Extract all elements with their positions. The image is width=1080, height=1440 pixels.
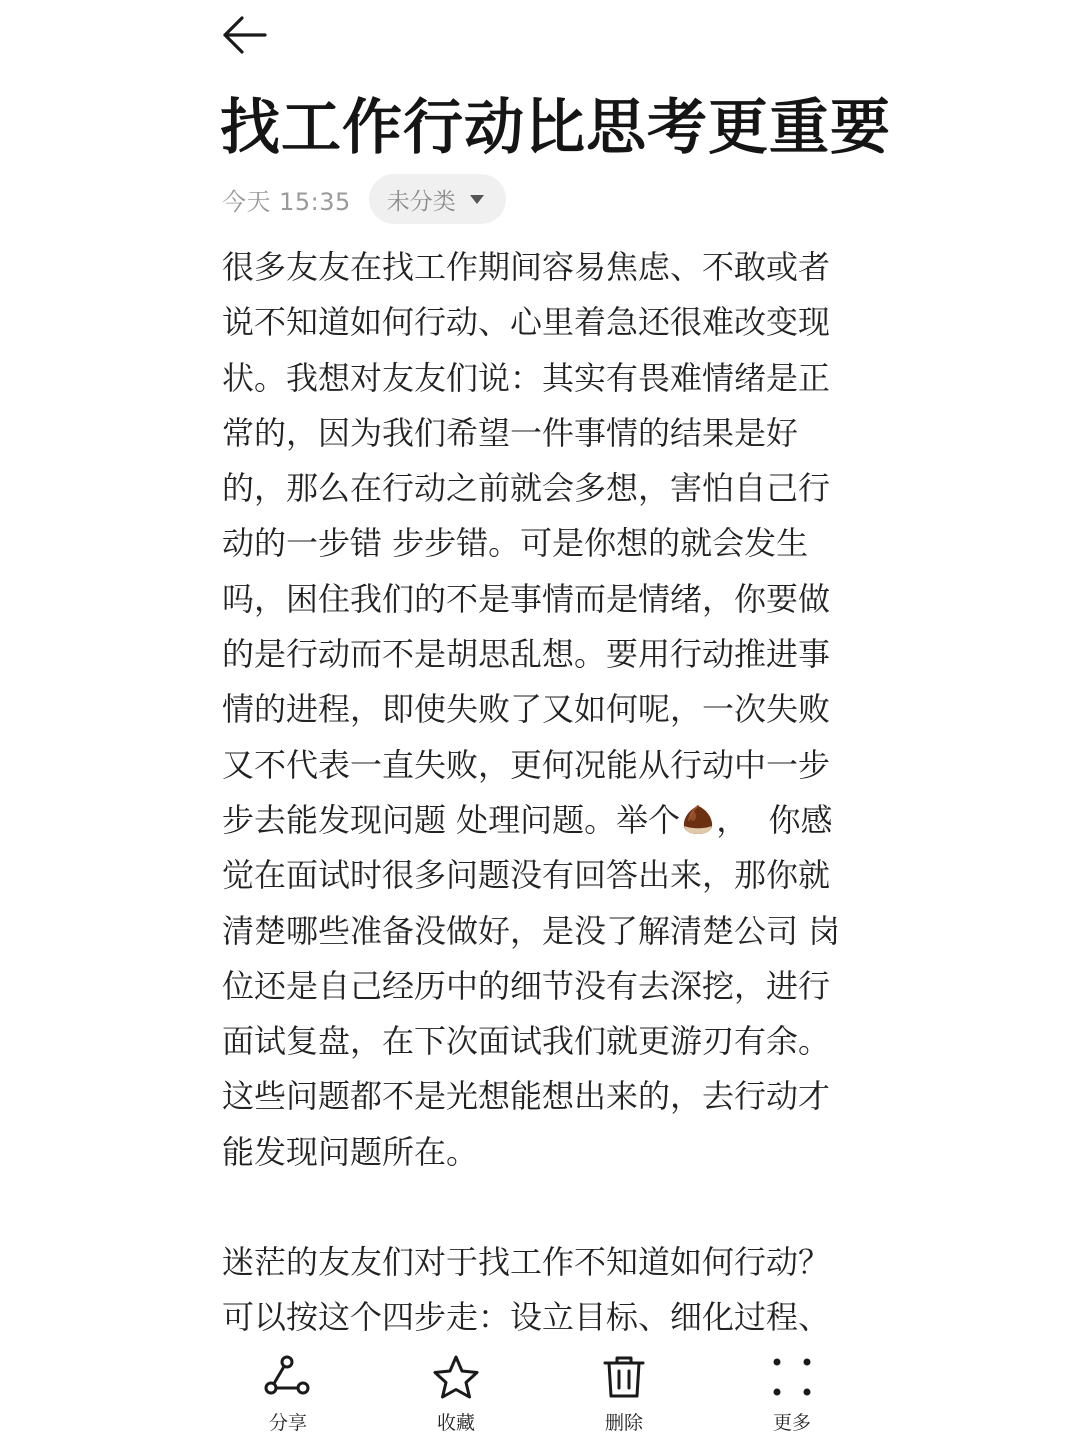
back-button[interactable] <box>216 10 272 60</box>
share-button[interactable] <box>228 1342 348 1440</box>
note-meta <box>222 174 506 224</box>
share-icon <box>263 1354 313 1400</box>
caret-down-icon <box>470 195 484 204</box>
paragraph-text-continued: ， 你感觉在面试时很多问题没有回答出来，那你就清楚哪些准备没做好，是没了解清楚公司 岗位还是自己经历中的细节没有去深挖，进行面试复盘，在下次面试我们就更游刃有余。这些问题都不是光想能想出来的，去行动才能发现问题所在。 <box>222 800 841 1171</box>
trash-icon <box>599 1354 649 1400</box>
note-timestamp: 今天 15:35 <box>222 187 351 216</box>
paragraph-text: 很多友友在找工作期间容易焦虑、不敢或者说不知道如何行动、心里着急还很难改变现状。我想对友友们说：其实有畏难情绪是正常的，因为我们希望一件事情的结果是好的，那么在行动之前就会多想，害怕自己行动的一步错 步步错。可是你想的就会发生吗，困住我们的不是事情而是情绪，你要做的是行动而不是胡思乱想。要用行动推进事情的进程，即使失败了又如何呢，一次失败又不代表一直失败，更何况能从行动中一步步去能发现问题 处理问题。举个 <box>222 248 831 839</box>
favorite-button[interactable] <box>396 1342 516 1440</box>
note-paragraph <box>222 240 852 1180</box>
more-button[interactable] <box>732 1342 852 1440</box>
bottom-action-bar <box>0 1342 1080 1440</box>
delete-button[interactable] <box>564 1342 684 1440</box>
arrow-left-icon <box>221 15 267 55</box>
chestnut-icon <box>681 804 715 836</box>
note-title: 找工作行动比思考更重要 <box>220 93 891 163</box>
category-dropdown[interactable] <box>369 174 506 224</box>
star-icon <box>431 1354 481 1400</box>
delete-label: 删除 <box>604 1412 643 1434</box>
note-paragraph: 迷茫的友友们对于找工作不知道如何行动？可以按这个四步走：设立目标、细化过程、 <box>222 1243 831 1337</box>
more-dots-icon <box>767 1354 817 1400</box>
category-label: 未分类 <box>386 188 456 215</box>
share-label: 分享 <box>268 1412 307 1434</box>
favorite-label: 收藏 <box>436 1412 475 1434</box>
note-body[interactable] <box>222 240 852 1346</box>
more-label: 更多 <box>772 1412 811 1434</box>
